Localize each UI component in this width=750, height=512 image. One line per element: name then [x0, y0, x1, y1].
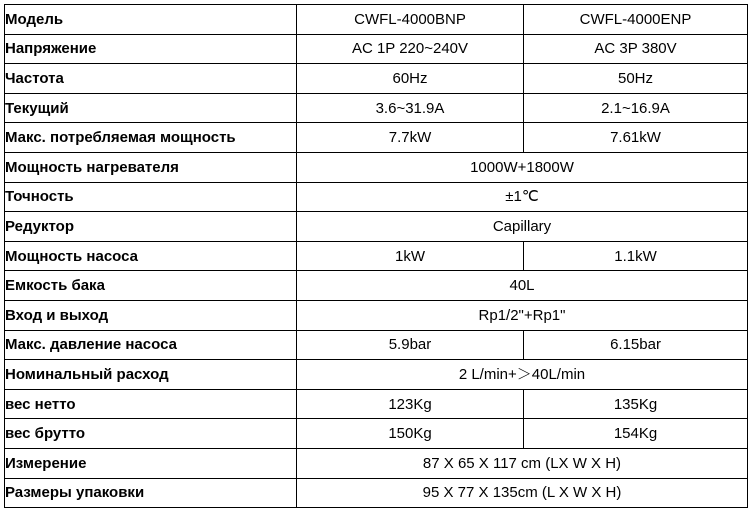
row-label: Макс. потребляемая мощность [5, 123, 297, 153]
row-label: Напряжение [5, 34, 297, 64]
row-pump-power [5, 241, 748, 271]
row-label: Текущий [5, 93, 297, 123]
row-frequency [5, 64, 748, 94]
row-model [5, 5, 748, 35]
row-label: Макс. давление насоса [5, 330, 297, 360]
value-enp: 50Hz [524, 64, 748, 94]
value-bnp: 1kW [297, 241, 524, 271]
row-reducer [5, 212, 748, 242]
value-enp: 7.61kW [524, 123, 748, 153]
row-max-power [5, 123, 748, 153]
spec-table [4, 4, 748, 508]
value-shared: 95 X 77 X 135cm (L X W X H) [297, 478, 748, 508]
value-shared: Rp1/2"+Rp1" [297, 300, 748, 330]
row-label: Точность [5, 182, 297, 212]
value-enp: 154Kg [524, 419, 748, 449]
value-bnp: 5.9bar [297, 330, 524, 360]
row-label: Вход и выход [5, 300, 297, 330]
value-enp: 6.15bar [524, 330, 748, 360]
value-shared: 2 L/min+＞40L/min [297, 360, 748, 390]
value-enp: AC 3P 380V [524, 34, 748, 64]
row-inlet-outlet [5, 300, 748, 330]
value-bnp: 60Hz [297, 64, 524, 94]
value-bnp: 150Kg [297, 419, 524, 449]
row-voltage [5, 34, 748, 64]
row-label: Номинальный расход [5, 360, 297, 390]
value-shared: 87 X 65 X 117 cm (LX W X H) [297, 448, 748, 478]
value-bnp: 3.6~31.9A [297, 93, 524, 123]
value-bnp: AC 1P 220~240V [297, 34, 524, 64]
row-dimensions [5, 448, 748, 478]
row-net-weight [5, 389, 748, 419]
value-bnp: 7.7kW [297, 123, 524, 153]
row-tank-capacity [5, 271, 748, 301]
value-enp: 135Kg [524, 389, 748, 419]
row-label: Измерение [5, 448, 297, 478]
value-shared: Capillary [297, 212, 748, 242]
row-label: вес нетто [5, 389, 297, 419]
value-bnp: CWFL-4000BNP [297, 5, 524, 35]
row-label: Мощность насоса [5, 241, 297, 271]
row-label: Емкость бака [5, 271, 297, 301]
value-enp: CWFL-4000ENP [524, 5, 748, 35]
row-label: вес брутто [5, 419, 297, 449]
row-rated-flow [5, 360, 748, 390]
value-bnp: 123Kg [297, 389, 524, 419]
row-label: Модель [5, 5, 297, 35]
row-label: Частота [5, 64, 297, 94]
value-shared: 1000W+1800W [297, 152, 748, 182]
value-shared: 40L [297, 271, 748, 301]
value-enp: 1.1kW [524, 241, 748, 271]
row-precision [5, 182, 748, 212]
row-max-pump-pressure [5, 330, 748, 360]
value-enp: 2.1~16.9A [524, 93, 748, 123]
row-label: Размеры упаковки [5, 478, 297, 508]
row-current [5, 93, 748, 123]
row-package-dimensions [5, 478, 748, 508]
row-label: Мощность нагревателя [5, 152, 297, 182]
row-heater-power [5, 152, 748, 182]
value-shared: ±1℃ [297, 182, 748, 212]
row-gross-weight [5, 419, 748, 449]
row-label: Редуктор [5, 212, 297, 242]
